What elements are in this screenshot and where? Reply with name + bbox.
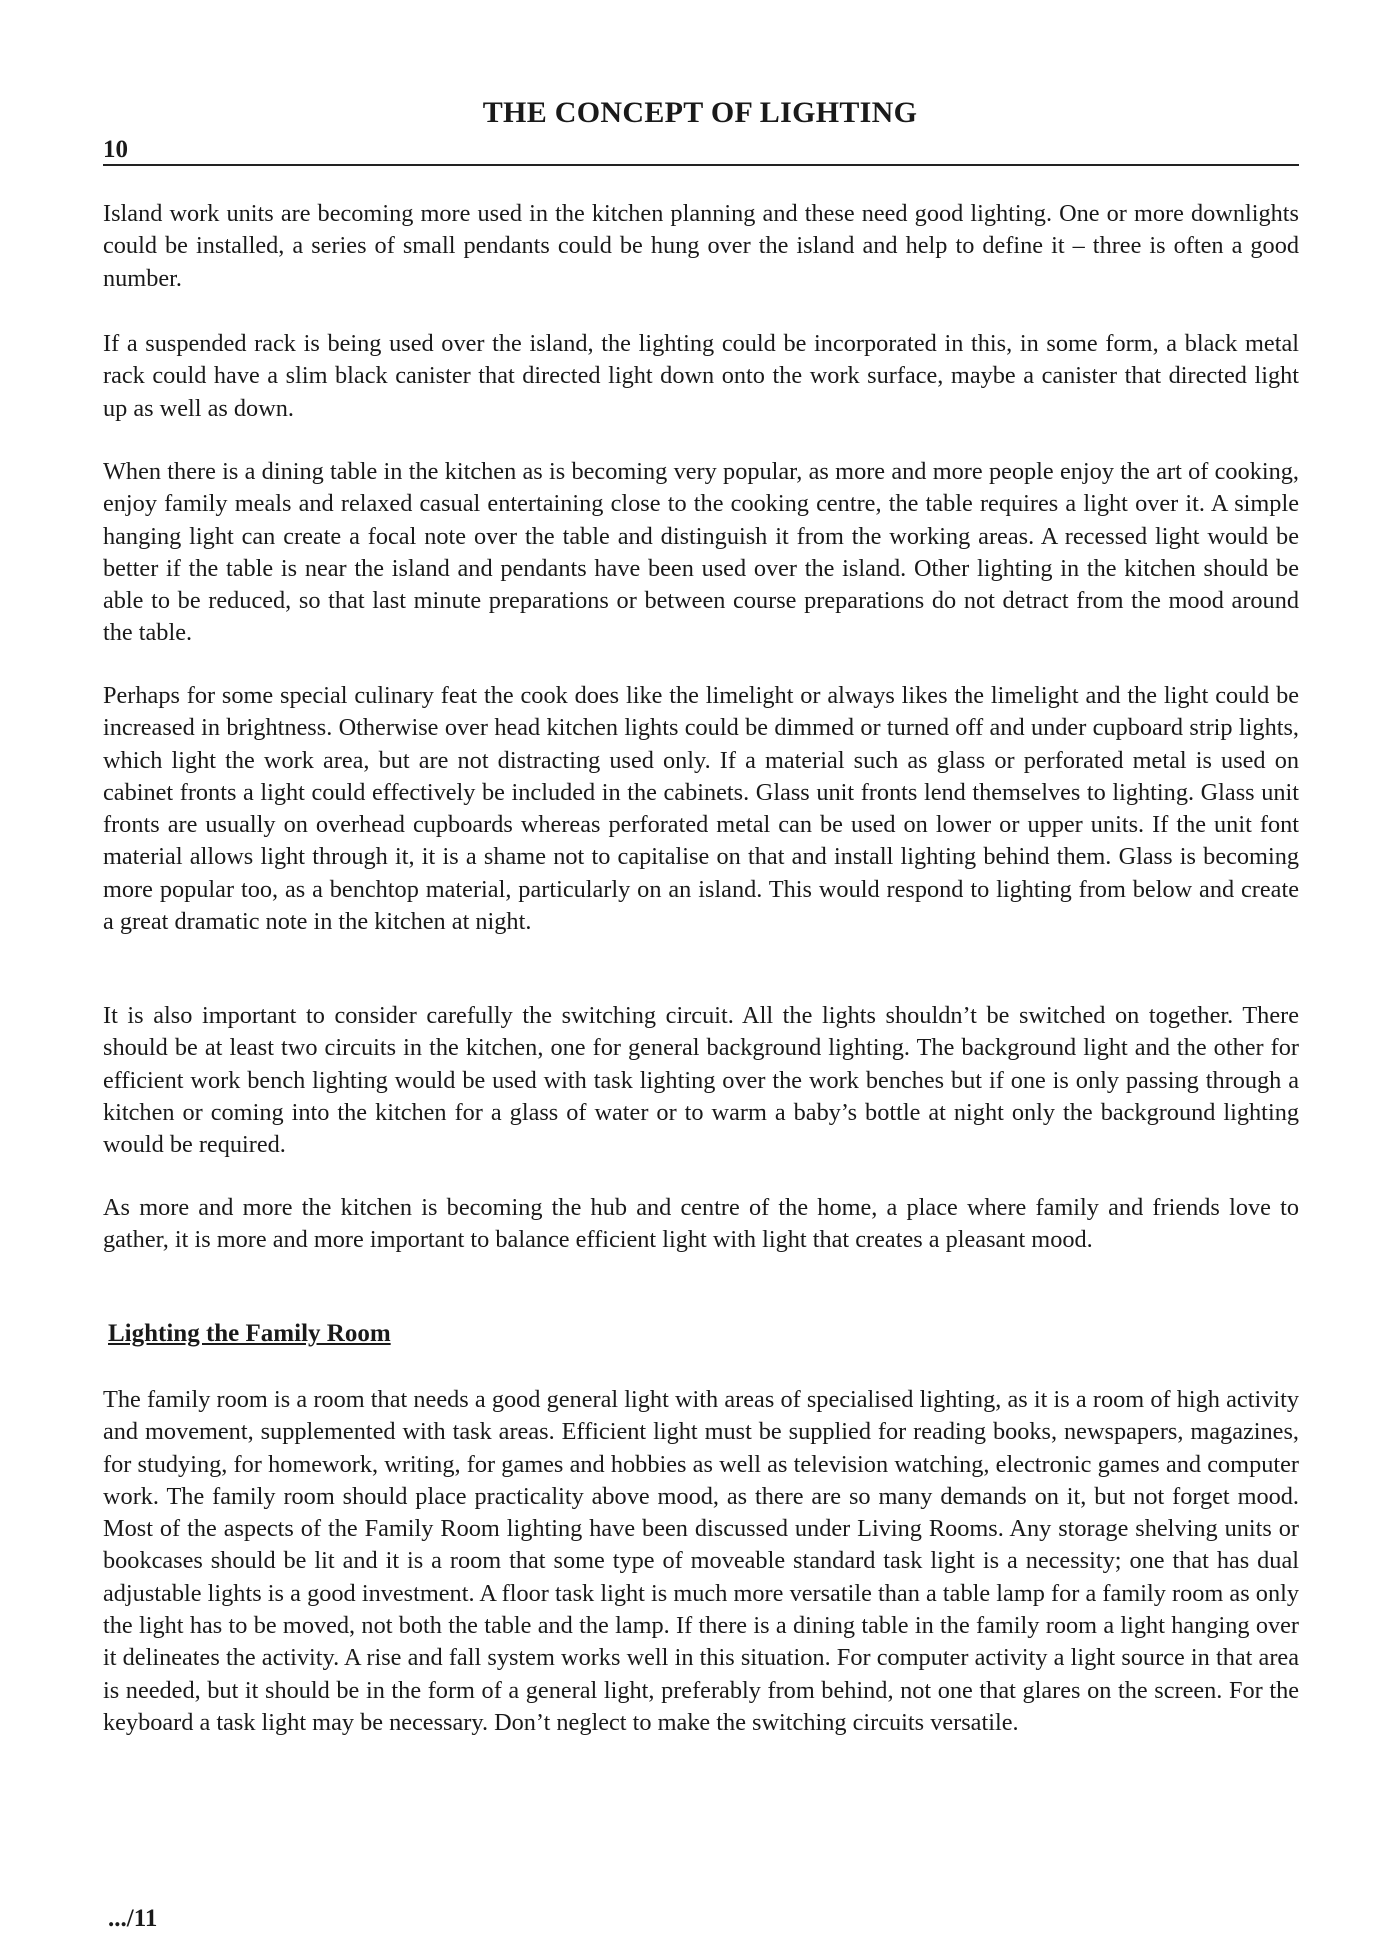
header-rule	[103, 164, 1299, 166]
page-title: THE CONCEPT OF LIGHTING	[482, 96, 918, 129]
paragraph-culinary-feat: Perhaps for some special culinary feat the cook does like the limelight or always likes the limelight and the light could be increased in brightness. Otherwise over head kitchen lights could be dimmed or turned off and under cupboard strip lights, which light the work area, but are not distracting used only. If a material such as glass or perforated metal is used on cabinet fronts a light could effectively be included in the cabinets. Glass unit fronts lend themselves to lighting. Glass unit fronts are usually on overhead cupboards whereas perforated metal can be used on lower or upper units. If the unit font material allows light through it, it is a shame not to capitalise on that and install lighting behind them. Glass is becoming more popular too, as a benchtop material, particularly on an island. This would respond to lighting from below and create a great dramatic note in the kitchen at night.	[103, 682, 1299, 936]
paragraph-hub-of-home: As more and more the kitchen is becoming the hub and centre of the home, a place where family and friends love to gather, it is more and more important to balance efficient light with light that creates a pleasant mood.	[103, 1194, 1299, 1254]
page-number: 10	[103, 136, 128, 163]
continuation-marker: .../11	[108, 1905, 158, 1932]
paragraph-dining-table: When there is a dining table in the kitchen as is becoming very popular, as more and more people enjoy the art of cooking, enjoy family meals and relaxed casual entertaining close to the cooking centre, the table requires a light over it. A simple hanging light can create a focal note over the table and distinguish it from the working areas. A recessed light would be better if the table is near the island and pendants have been used over the island. Other lighting in the kitchen should be able to be reduced, so that last minute preparations or between course preparations do not detract from the mood around the table.	[103, 458, 1299, 647]
paragraph-switching-circuit: It is also important to consider carefully the switching circuit. All the lights shouldn’t be switched on together. There should be at least two circuits in the kitchen, one for general background lighting. The background light and the other for efficient work bench lighting would be used with task lighting over the work benches but if one is only passing through a kitchen or coming into the kitchen for a glass of water or to warm a baby’s bottle at night only the background lighting would be required.	[103, 1002, 1299, 1159]
paragraph-family-room: The family room is a room that needs a good general light with areas of specialised lighting, as it is a room of high activity and movement, supplemented with task areas. Efficient light must be supplied for reading books, newspapers, magazines, for studying, for homework, writing, for games and hobbies as well as television watching, electronic games and computer work. The family room should place practicality above mood, as there are so many demands on it, but not forget mood. Most of the aspects of the Family Room lighting have been discussed under Living Rooms. Any storage shelving units or bookcases should be lit and it is a room that some type of moveable standard task light is a necessity; one that has dual adjustable lights is a good investment. A floor task light is much more versatile than a table lamp for a family room as only the light has to be moved, not both the table and the lamp. If there is a dining table in the family room a light hanging over it delineates the activity. A rise and fall system works well in this situation. For computer activity a light source in that area is needed, but it should be in the form of a general light, preferably from behind, not one that glares on the screen. For the keyboard a task light may be necessary. Don’t neglect to make the switching circuits versatile.	[103, 1386, 1299, 1736]
paragraph-island-units: Island work units are becoming more used in the kitchen planning and these need good lighting. One or more downlights could be installed, a series of small pendants could be hung over the island and help to define it – three is often a good number.	[103, 200, 1299, 292]
section-heading: Lighting the Family Room	[108, 1320, 391, 1347]
paragraph-suspended-rack: If a suspended rack is being used over the island, the lighting could be incorporated in this, in some form, a black metal rack could have a slim black canister that directed light down onto the work surface, maybe a canister that directed light up as well as down.	[103, 330, 1299, 422]
